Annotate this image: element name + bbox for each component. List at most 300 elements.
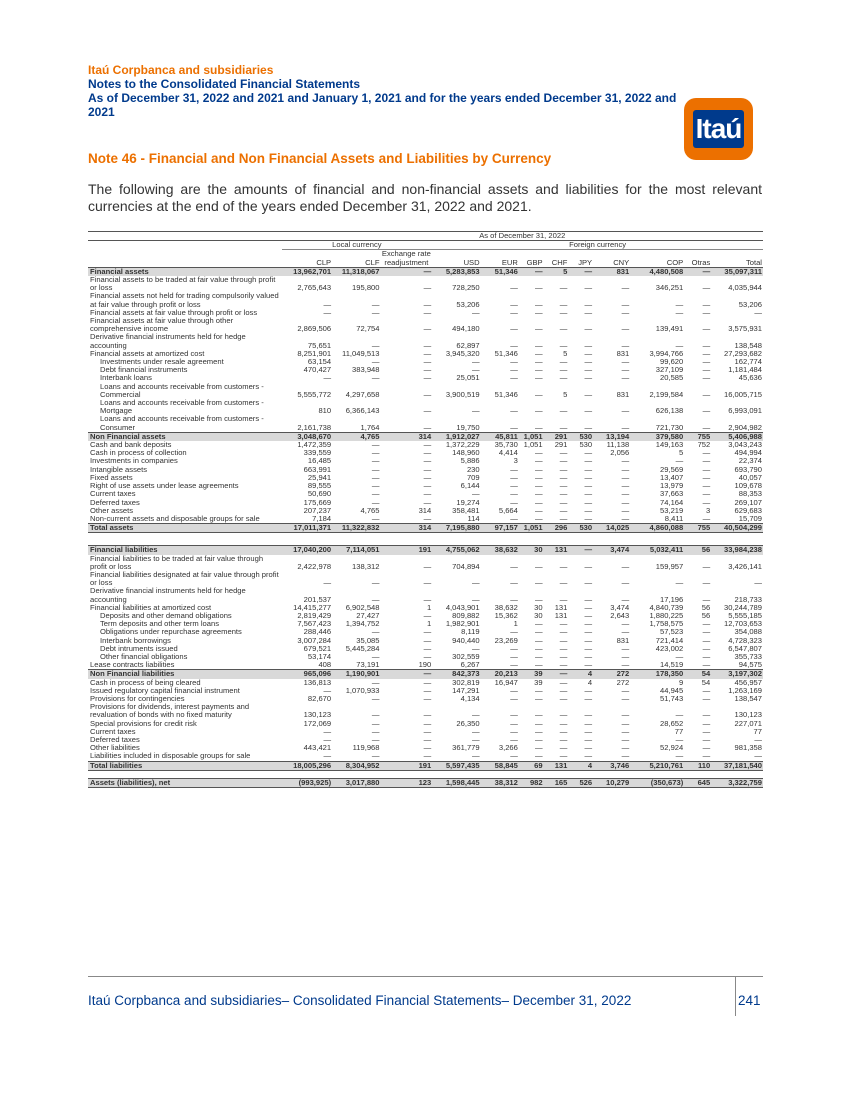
table-cell: 14,519 [660, 661, 684, 670]
table-cell: 3,945,320 [445, 349, 480, 358]
table-cell: — [702, 340, 711, 350]
footer-divider [88, 976, 763, 977]
table-cell: — [584, 340, 593, 350]
table-cell: — [423, 578, 432, 588]
table-row [88, 744, 763, 752]
column-header: CLP [282, 250, 333, 267]
table-cell: — [423, 308, 432, 317]
period-subtitle: As of December 31, 2022 and 2021 and January 1, 2021 and for the years ended December 31, 2022 and 2021 [88, 91, 677, 119]
table-row [88, 533, 763, 546]
table-cell: 138,547 [734, 694, 762, 703]
table-cell: 1,880,225 [649, 611, 684, 620]
table-cell: — [621, 735, 630, 744]
table-cell: 5,886 [460, 457, 480, 466]
table-cell: — [535, 694, 543, 703]
table-cell: — [559, 514, 568, 523]
table-cell: — [510, 727, 518, 736]
table-row [88, 292, 763, 308]
table-cell: — [423, 422, 432, 432]
table-cell: 230 [466, 465, 480, 474]
table-cell: — [559, 422, 568, 432]
table-cell: — [702, 644, 711, 653]
table-cell: — [423, 686, 432, 695]
table-cell: 831 [616, 349, 630, 358]
table-cell: — [559, 735, 568, 744]
table-cell: — [371, 719, 380, 728]
table-row [88, 770, 763, 778]
table-cell: 346,251 [655, 283, 684, 293]
table-cell: 693,790 [734, 465, 762, 474]
table-cell: 1,051 [519, 432, 544, 441]
table-cell: — [621, 686, 630, 695]
table-cell: 5,032,411 [630, 546, 684, 555]
table-cell: — [423, 283, 432, 293]
table-cell: 51,346 [494, 389, 518, 399]
table-cell: — [510, 752, 518, 761]
table-cell: — [323, 727, 332, 736]
table-cell: — [621, 620, 630, 629]
table-cell: — [559, 686, 568, 695]
table-row [88, 679, 763, 687]
table-cell: 38,312 [481, 778, 519, 787]
table-cell: — [559, 473, 568, 482]
table-row [88, 571, 763, 587]
table-row [88, 350, 763, 358]
table-cell: 13,979 [660, 482, 684, 491]
table-cell: 131 [554, 611, 568, 620]
table-cell: — [559, 620, 568, 629]
table-cell: — [621, 628, 630, 637]
table-cell: 361,779 [452, 744, 480, 753]
table-cell: — [535, 686, 543, 695]
table-cell: — [371, 727, 380, 736]
table-cell: 35,730 [494, 441, 518, 450]
table-cell: — [323, 308, 332, 317]
table-cell: — [675, 752, 684, 761]
table-cell: — [559, 358, 568, 367]
table-cell: — [371, 490, 380, 499]
table-cell: — [472, 735, 480, 744]
table-cell: — [702, 735, 711, 744]
table-cell: 291 [554, 441, 568, 450]
table-cell: 5,597,435 [432, 761, 480, 770]
table-cell: 355,733 [734, 652, 762, 661]
table-row [88, 457, 763, 465]
table-cell: — [423, 735, 432, 744]
row-label: Current taxes [90, 490, 136, 499]
table-cell: — [535, 473, 543, 482]
table-cell: 1,764 [360, 422, 380, 432]
table-cell: — [675, 710, 684, 720]
table-cell: 16,947 [494, 678, 518, 687]
table-cell: 530 [579, 441, 593, 450]
table-row [88, 736, 763, 744]
row-label: Total liabilities [88, 761, 282, 770]
table-cell: 6,902,548 [345, 603, 380, 612]
table-cell: — [702, 686, 711, 695]
row-label: Loans and accounts receivable from customers - Consumer [100, 415, 264, 432]
table-cell: — [535, 308, 543, 317]
row-label: Issued regulatory capital financial instrument [90, 686, 240, 695]
row-label: Investments under resale agreement [100, 358, 224, 367]
table-cell: 752 [697, 441, 711, 450]
table-cell: 26,350 [456, 719, 480, 728]
table-cell: — [675, 652, 684, 661]
table-cell: — [423, 611, 432, 620]
table-cell: 810 [318, 406, 332, 416]
row-label: Cash and bank deposits [90, 441, 172, 450]
table-cell: — [472, 308, 480, 317]
table-cell: — [323, 299, 332, 309]
table-cell: — [702, 652, 711, 661]
row-label: Other liabilities [90, 744, 140, 753]
table-cell: — [559, 366, 568, 375]
table-cell: 82,670 [307, 694, 332, 703]
table-cell: 58,845 [481, 761, 519, 770]
table-cell: 28,652 [660, 719, 684, 728]
table-cell: 6,993,091 [728, 406, 762, 416]
table-cell: 3 [706, 506, 711, 515]
table-row [88, 628, 763, 636]
table-cell: — [559, 561, 568, 571]
row-label: Interbank loans [100, 374, 152, 383]
table-cell: — [675, 308, 684, 317]
table-cell: 75,651 [307, 340, 332, 350]
row-label: Debt intruments issued [100, 644, 178, 653]
table-cell: 7,195,880 [432, 524, 480, 533]
table-cell: — [584, 620, 593, 629]
table-cell: — [535, 594, 543, 604]
table-cell: 35,085 [356, 636, 380, 645]
table-cell: — [423, 482, 432, 491]
table-cell: — [621, 340, 630, 350]
table-cell: 3,017,880 [332, 778, 380, 787]
table-cell: 39 [534, 678, 543, 687]
table-cell: — [584, 611, 593, 620]
table-cell: 149,163 [655, 441, 684, 450]
table-cell: — [702, 299, 711, 309]
column-header: Otras [684, 250, 711, 267]
table-cell: — [584, 652, 593, 661]
table-cell: — [371, 710, 380, 720]
table-cell: 1,598,445 [432, 778, 480, 787]
table-cell: — [510, 490, 518, 499]
table-cell: 72,754 [356, 324, 380, 334]
table-cell: — [423, 628, 432, 637]
table-cell: 5,210,761 [630, 761, 684, 770]
table-row [88, 490, 763, 498]
table-cell: 147,291 [452, 686, 480, 695]
table-cell: — [510, 299, 518, 309]
column-header-row [88, 250, 763, 267]
table-cell: — [535, 719, 543, 728]
table-cell: 5,555,772 [297, 389, 332, 399]
table-cell: — [584, 473, 593, 482]
table-cell: — [584, 422, 593, 432]
table-cell: 494,180 [452, 324, 480, 334]
table-cell: 354,088 [734, 628, 762, 637]
column-header: EUR [481, 250, 519, 267]
table-cell: 123 [381, 778, 433, 787]
row-label: Financial liabilities designated at fair value through profit or loss [90, 570, 279, 588]
table-cell: — [535, 366, 543, 375]
table-cell: — [702, 449, 711, 458]
table-cell: — [472, 644, 480, 653]
row-label: Obligations under repurchase agreements [100, 628, 242, 637]
row-label: Non Financial liabilities [88, 670, 282, 679]
table-cell: — [510, 366, 518, 375]
table-cell: 50,690 [307, 490, 332, 499]
table-cell: 645 [684, 778, 711, 787]
table-cell: — [584, 644, 593, 653]
table-row [88, 637, 763, 645]
table-cell: — [621, 652, 630, 661]
table-cell: — [702, 465, 711, 474]
table-row [88, 695, 763, 703]
page-header [88, 63, 688, 119]
table-cell: — [584, 324, 593, 334]
table-cell: 755 [684, 432, 711, 441]
table-cell: — [323, 752, 332, 761]
table-cell: 29,569 [660, 465, 684, 474]
table-cell: — [371, 299, 380, 309]
table-cell: 494,994 [734, 449, 762, 458]
table-cell: 175,669 [303, 498, 332, 507]
row-label: Special provisions for credit risk [90, 719, 197, 728]
table-cell: 408 [318, 661, 332, 670]
table-row [88, 499, 763, 507]
table-cell: — [371, 498, 380, 507]
table-cell: 3,474 [610, 603, 630, 612]
table-cell: 721,414 [655, 636, 684, 645]
table-cell: — [702, 661, 711, 670]
column-header: Total [711, 250, 763, 267]
table-cell: 5 [679, 449, 684, 458]
table-cell: — [510, 578, 518, 588]
table-cell: 4,480,508 [630, 267, 684, 276]
table-cell: — [559, 719, 568, 728]
table-cell: — [472, 594, 480, 604]
table-cell: — [568, 546, 593, 555]
table-cell: 30 [519, 546, 544, 555]
table-cell: 1,758,575 [649, 620, 684, 629]
table-cell: — [423, 358, 432, 367]
table-cell: 56 [701, 611, 711, 620]
row-label: Non Financial assets [88, 432, 282, 441]
table-cell: 218,733 [734, 594, 762, 604]
table-cell: — [510, 686, 518, 695]
table-row [88, 358, 763, 366]
table-cell: — [371, 340, 380, 350]
table-cell: — [559, 727, 568, 736]
table-cell: 57,523 [660, 628, 684, 637]
table-cell: — [423, 710, 432, 720]
table-cell: 663,991 [303, 465, 332, 474]
table-cell: — [535, 465, 543, 474]
table-cell: 4,414 [498, 449, 518, 458]
table-row [88, 466, 763, 474]
table-cell: — [371, 735, 380, 744]
table-cell: 27,293,682 [723, 349, 762, 358]
table-cell: — [702, 752, 711, 761]
table-cell: 138,548 [734, 340, 762, 350]
row-label: Financial assets at fair value through profit or loss [90, 308, 258, 317]
table-cell: — [621, 366, 630, 375]
table-cell: — [559, 644, 568, 653]
table-cell: — [584, 308, 593, 317]
table-cell: 755 [684, 524, 711, 533]
row-label: Deferred taxes [90, 498, 140, 507]
table-cell: — [371, 449, 380, 458]
table-cell: — [559, 652, 568, 661]
table-cell: — [371, 457, 380, 466]
row-label: Cash in process of collection [90, 449, 187, 458]
table-cell: — [559, 594, 568, 604]
table-cell: 45,811 [481, 432, 519, 441]
table-cell: 38,632 [481, 546, 519, 555]
table-cell: — [559, 449, 568, 458]
table-cell: — [675, 735, 684, 744]
table-cell: — [423, 561, 432, 571]
table-row [88, 546, 763, 555]
table-cell: 5,283,853 [432, 267, 480, 276]
table-row [88, 449, 763, 457]
row-label: Non-current assets and disposable groups for sale [90, 514, 260, 523]
table-cell: 15,362 [494, 611, 518, 620]
table-cell: — [423, 366, 432, 375]
table-cell: — [584, 449, 593, 458]
table-cell: 3,007,284 [297, 636, 332, 645]
table-cell: — [621, 719, 630, 728]
table-row [88, 728, 763, 736]
table-cell: 530 [568, 432, 593, 441]
table-cell: 4,860,088 [630, 524, 684, 533]
table-cell: — [702, 514, 711, 523]
table-cell: — [559, 374, 568, 383]
table-cell: — [584, 490, 593, 499]
row-label: Financial assets not held for trading compulsorily valued at fair value through profit or loss [90, 292, 279, 309]
table-row [88, 555, 763, 571]
table-cell: 314 [381, 432, 433, 441]
table-cell: 20,585 [660, 374, 684, 383]
row-label: Financial assets [88, 267, 282, 276]
table-cell: — [584, 744, 593, 753]
table-cell: — [584, 482, 593, 491]
table-cell: — [702, 694, 711, 703]
table-cell: 30,244,789 [723, 603, 762, 612]
table-cell: 3,575,931 [728, 324, 762, 334]
table-cell: 4,297,658 [345, 389, 380, 399]
table-cell: 3,322,759 [711, 778, 763, 787]
table-cell: 7,184 [312, 514, 332, 523]
table-cell: — [371, 594, 380, 604]
column-header: USD [432, 250, 480, 267]
table-cell: 27,427 [356, 611, 380, 620]
table-cell: 19,274 [456, 498, 480, 507]
table-cell: 69 [519, 761, 544, 770]
table-cell: 18,005,296 [282, 761, 333, 770]
table-cell: 159,957 [655, 561, 684, 571]
table-cell: 5 [563, 349, 568, 358]
table-cell: 20,213 [481, 670, 519, 679]
table-cell: 53,206 [456, 299, 480, 309]
table-cell: — [559, 283, 568, 293]
table-cell: — [510, 406, 518, 416]
table-cell: — [535, 457, 543, 466]
table-cell: 1,051 [523, 441, 543, 450]
table-cell: 302,819 [452, 678, 480, 687]
row-label: Liabilities included in disposable groups for sale [90, 752, 251, 761]
table-cell: 19,750 [456, 422, 480, 432]
table-cell: 88,353 [738, 490, 762, 499]
table-cell: — [423, 498, 432, 507]
table-cell: — [702, 620, 711, 629]
table-cell: 73,191 [356, 661, 380, 670]
row-label: Deposits and other demand obligations [100, 611, 232, 620]
itau-logo [684, 98, 753, 160]
table-cell: — [371, 358, 380, 367]
table-row [88, 309, 763, 317]
table-cell: 2,904,982 [728, 422, 762, 432]
table-cell: 8,411 [664, 514, 684, 523]
table-cell: — [584, 628, 593, 637]
table-cell: — [510, 710, 518, 720]
table-cell: 314 [381, 524, 433, 533]
table-cell: — [423, 514, 432, 523]
table-cell: 35,097,311 [711, 267, 763, 276]
table-cell: — [510, 514, 518, 523]
table-cell: 842,373 [432, 670, 480, 679]
table-cell: — [423, 652, 432, 661]
table-cell: — [371, 465, 380, 474]
table-cell: — [535, 644, 543, 653]
table-cell: — [702, 473, 711, 482]
table-cell: — [472, 710, 480, 720]
table-cell: — [584, 366, 593, 375]
table-cell: 11,049,513 [342, 349, 380, 358]
table-cell: 5,445,284 [345, 644, 380, 653]
table-cell: 728,250 [452, 283, 480, 293]
table-row [88, 661, 763, 670]
table-cell: — [702, 719, 711, 728]
table-cell: — [621, 594, 630, 604]
table-cell: — [621, 561, 630, 571]
table-cell: — [702, 324, 711, 334]
table-cell: — [423, 636, 432, 645]
table-cell: 1 [427, 603, 432, 612]
table-cell: — [584, 283, 593, 293]
table-cell: 99,620 [660, 358, 684, 367]
table-cell: 53,219 [660, 506, 684, 515]
table-cell: 51,743 [660, 694, 684, 703]
table-cell: 9 [679, 678, 684, 687]
table-cell: 5,406,988 [711, 432, 763, 441]
table-cell: — [584, 727, 593, 736]
table-cell: — [535, 358, 543, 367]
table-cell: — [510, 324, 518, 334]
table-cell: — [684, 267, 711, 276]
table-cell: 2,199,584 [649, 389, 684, 399]
table-row [88, 761, 763, 770]
table-cell: — [535, 389, 543, 399]
table-cell: — [702, 628, 711, 637]
footer-text: Itaú Corpbanca and subsidiaries– Consolidated Financial Statements– December 31, 2022 [88, 993, 632, 1008]
table-cell: 339,559 [303, 449, 332, 458]
table-row [88, 399, 763, 415]
table-cell: — [423, 473, 432, 482]
table-cell: — [510, 465, 518, 474]
table-cell: — [559, 465, 568, 474]
